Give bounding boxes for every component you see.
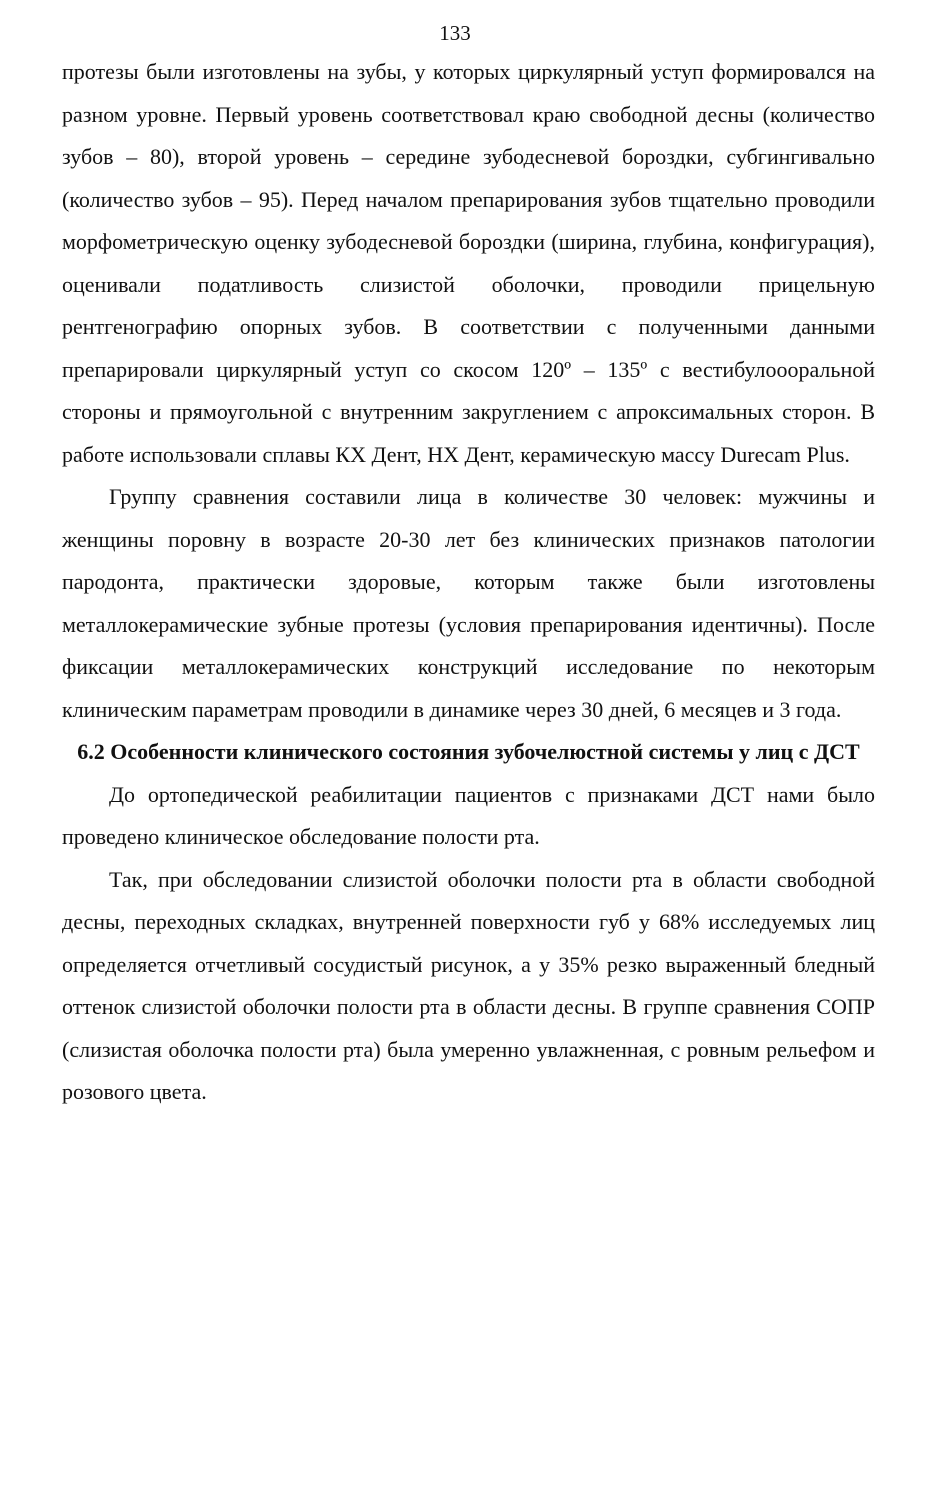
page-number: 133 xyxy=(439,21,471,45)
section-heading: 6.2 Особенности клинического состояния зубочелюстной системы у лиц с ДСТ xyxy=(77,739,860,764)
paragraph-comparison-group: Группу сравнения составили лица в количестве 30 человек: мужчины и женщины поровну в возрасте 20-30 лет без клинических признаков патологии пародонта, практически здоровые, которым также были изготовлены металлокерамические зубные протезы (условия препарирования идентичны). После фиксации металлокерамических конструкций исследование по некоторым клиническим параметрам проводили в динамике через 30 дней, 6 месяцев и 3 года. xyxy=(62,484,875,722)
paragraph-clinical-exam: До ортопедической реабилитации пациентов с признаками ДСТ нами было проведено клиническое обследование полости рта. xyxy=(62,781,875,849)
paragraph-mucosa-findings: Так, при обследовании слизистой оболочки полости рта в области свободной десны, переходных складках, внутренней поверхности губ у 68% исследуемых лиц определяется отчетливый сосудистый рисунок, а у 35% резко выраженный бледный оттенок слизистой оболочки полости рта в области десны. В группе сравнения СОПР (слизистая оболочка полости рта) была умеренно увлажненная, с ровным рельефом и розового цвета. xyxy=(62,866,875,1104)
paragraph-continued: протезы были изготовлены на зубы, у которых циркулярный уступ формировался на разном уровне. Первый уровень соответствовал краю свободной десны (количество зубов – 80), второй уровень – середине зубодесневой бороздки, субгингивально (количество зубов – 95). Перед началом препарирования зубов тщательно проводили морфометрическую оценку зубодесневой бороздки (ширина, глубина, конфигурация), оценивали податливость слизистой оболочки, проводили прицельную рентгенографию опорных зубов. В соответствии с полученными данными препарировали циркулярный уступ со скосом 120º – 135º с вестибулоооральной стороны и прямоугольной с внутренним закруглением с апроксимальных сторон. В работе использовали сплавы КХ Дент, НХ Дент, керамическую массу Durecam Plus. xyxy=(62,59,875,467)
page-body xyxy=(62,51,875,1114)
